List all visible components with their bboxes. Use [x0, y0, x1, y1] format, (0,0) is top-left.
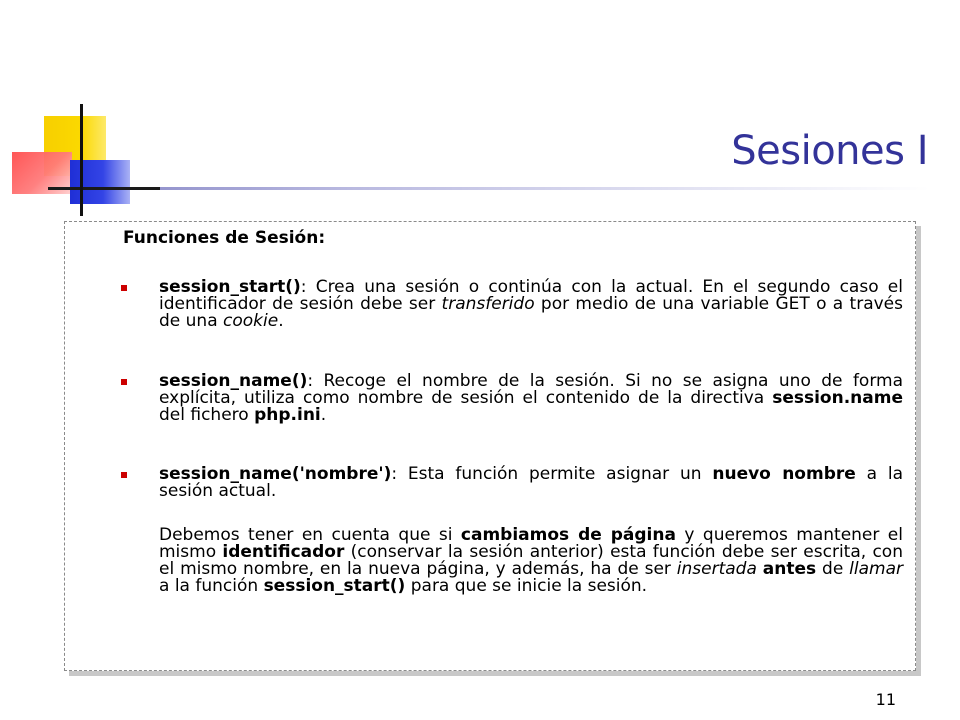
emphasis-text: cookie	[223, 311, 279, 331]
bold-text: antes	[762, 559, 817, 579]
function-name: session_name('nombre')	[159, 464, 392, 484]
bullet-text: por medio de una variable GET o a través de una	[159, 294, 903, 331]
bullet-icon	[121, 472, 127, 478]
paragraph-text: para que se inicie la sesión.	[405, 576, 648, 596]
bold-text: cambiamos de página	[460, 525, 676, 545]
paragraph-text: y queremos mantener el mismo	[159, 525, 903, 562]
slide-title: Sesiones I	[731, 128, 928, 174]
bullet-text: a la sesión actual.	[159, 464, 903, 501]
bullet-icon	[121, 285, 127, 291]
bullet-session-name	[159, 373, 903, 424]
bullet-session-start	[159, 279, 903, 330]
bullet-text: : Esta función permite asignar un	[391, 464, 713, 484]
bold-text: nuevo nombre	[712, 464, 856, 484]
bold-text: identificador	[222, 542, 345, 562]
paragraph-text: Debemos tener en cuenta que si	[159, 525, 461, 545]
bold-text: php.ini	[254, 405, 321, 425]
blue-square-decoration	[70, 160, 130, 204]
bullet-text: .	[320, 405, 327, 425]
bullet-icon	[121, 379, 127, 385]
slide-body	[65, 222, 915, 670]
title-underline	[100, 187, 930, 190]
function-name: session_start()	[159, 277, 301, 297]
bold-text: session.name	[772, 388, 903, 408]
bullet-text: del fichero	[159, 405, 255, 425]
page-number: 11	[875, 690, 896, 709]
bullet-text: : Crea una sesión o continúa con la actual. En el segundo caso el identificador de sesión debe ser	[159, 277, 903, 314]
explanatory-paragraph	[159, 527, 903, 595]
bullet-text: : Recoge el nombre de la sesión. Si no se asigna uno de forma explícita, utiliza como nombre de sesión el contenido de la directiva	[159, 371, 903, 408]
section-heading: Funciones de Sesión:	[123, 228, 326, 248]
emphasis-text: transferido	[441, 294, 535, 314]
emphasis-text: llamar	[849, 559, 904, 579]
emphasis-text: insertada	[676, 559, 757, 579]
paragraph-text: (conservar la sesión anterior) esta función debe ser escrita, con el mismo nombre, en la nueva página, y además, ha de ser	[159, 542, 903, 579]
horizontal-rule-decoration	[48, 187, 160, 190]
content-box	[64, 221, 916, 671]
bold-text: session_start()	[263, 576, 406, 596]
paragraph-text: de	[816, 559, 850, 579]
bullet-session-name-param	[159, 466, 903, 500]
paragraph-text: a la función	[159, 576, 264, 596]
function-name: session_name()	[159, 371, 308, 391]
bullet-text: .	[278, 311, 284, 331]
vertical-rule-decoration	[80, 104, 83, 216]
